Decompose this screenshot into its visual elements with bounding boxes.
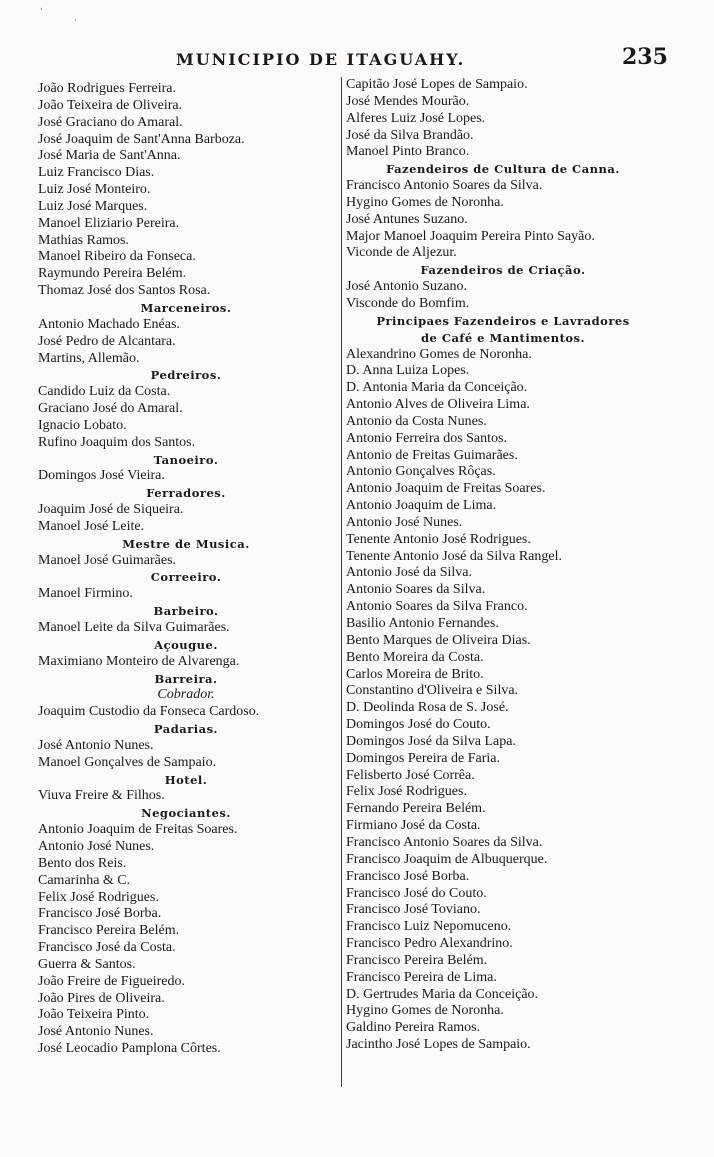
directory-entry: José Antonio Nunes.: [38, 1024, 154, 1040]
page-number: 235: [622, 44, 668, 70]
directory-entry: Francisco José Borba.: [38, 906, 162, 922]
directory-entry: João Teixeira de Oliveira.: [38, 97, 183, 113]
directory-entry: Bento Moreira da Costa.: [346, 649, 484, 665]
directory-entry: José Maria de Sant'Anna.: [38, 148, 181, 164]
right-column: [346, 77, 660, 1054]
directory-entry: Domingos José do Couto.: [346, 717, 491, 733]
directory-entry: Francisco José da Costa.: [38, 940, 176, 956]
directory-entry: Antonio Ferreira dos Santos.: [346, 430, 507, 446]
section-heading: de Café e Mantimentos.: [420, 330, 586, 345]
directory-entry: José Leocadio Pamplona Côrtes.: [38, 1041, 221, 1057]
directory-entry: João Rodrigues Ferreira.: [38, 81, 177, 96]
directory-entry: Graciano José do Amaral.: [38, 401, 183, 417]
section-subheading: Cobrador.: [157, 687, 215, 703]
section-heading: Ferradores.: [146, 486, 226, 501]
directory-entry: Luiz José Monteiro.: [38, 182, 151, 198]
directory-entry: Manoel Firmino.: [38, 586, 133, 602]
directory-entry: José Graciano do Amaral.: [38, 114, 183, 130]
section-heading: Padarias.: [153, 722, 219, 737]
section-heading: Açougue.: [154, 637, 218, 652]
directory-entry: Antonio Machado Enéas.: [38, 316, 180, 332]
section-heading: Hotel.: [164, 772, 208, 787]
section-heading: Fazendeiros de Criação.: [420, 263, 586, 278]
directory-entry: José Antonio Nunes.: [38, 737, 154, 753]
scan-speck: ˈ: [40, 8, 43, 18]
directory-entry: José Mendes Mourão.: [346, 93, 470, 109]
section-heading: Correeiro.: [150, 570, 222, 585]
directory-entry: D. Deolinda Rosa de S. José.: [346, 700, 509, 716]
directory-entry: Francisco José Borba.: [346, 868, 470, 884]
directory-entry: Antonio José da Silva.: [346, 565, 472, 581]
directory-entry: Francisco Pereira Belém.: [346, 952, 488, 968]
directory-entry: Capitão José Lopes de Sampaio.: [346, 77, 528, 92]
directory-entry: Antonio Alves de Oliveira Lima.: [346, 397, 530, 413]
section-heading: Negociantes.: [141, 806, 231, 821]
directory-entry: Jacintho José Lopes de Sampaio.: [346, 1037, 531, 1053]
directory-entry: Hygino Gomes de Noronha.: [346, 1003, 504, 1019]
directory-entry: Martins, Allemão.: [38, 350, 140, 366]
directory-entry: Antonio Gonçalves Rôças.: [346, 464, 496, 480]
section-heading: Barbeiro.: [153, 604, 219, 619]
directory-entry: Ignacio Lobato.: [38, 417, 127, 433]
directory-entry: João Freire de Figueiredo.: [38, 973, 185, 989]
directory-entry: Thomaz José dos Santos Rosa.: [38, 283, 211, 299]
section-heading: Fazendeiros de Cultura de Canna.: [386, 162, 620, 177]
section-heading: Principaes Fazendeiros e Lavradores: [376, 313, 630, 328]
directory-entry: Camarinha & C.: [38, 872, 131, 888]
directory-entry: Francisco Luiz Nepomuceno.: [346, 919, 512, 935]
section-heading: Mestre de Musica.: [122, 536, 250, 551]
directory-entry: Francisco Pedro Alexandrino.: [346, 936, 513, 952]
directory-entry: Mathias Ramos.: [38, 232, 129, 248]
scan-speck: ·: [74, 16, 77, 26]
section-heading: Barreira.: [154, 671, 218, 686]
directory-entry: Felix José Rodrigues.: [346, 784, 467, 800]
directory-entry: José da Silva Brandão.: [346, 127, 474, 143]
directory-entry: Joaquim José de Siqueira.: [38, 502, 184, 518]
directory-entry: Visconde do Bomfim.: [346, 295, 470, 311]
directory-entry: Manoel Eliziario Pereira.: [38, 215, 180, 231]
directory-entry: D. Antonia Maria da Conceição.: [346, 380, 528, 396]
directory-entry: Antonio Soares da Silva Franco.: [346, 599, 528, 615]
section-heading: Marceneiros.: [140, 300, 232, 315]
directory-entry: D. Anna Luiza Lopes.: [346, 363, 470, 379]
directory-entry: Fernando Pereira Belém.: [346, 801, 486, 817]
directory-entry: Constantino d'Oliveira e Silva.: [346, 683, 519, 699]
directory-entry: Francisco Pereira de Lima.: [346, 969, 497, 985]
directory-entry: Bento Marques de Oliveira Dias.: [346, 632, 531, 648]
directory-entry: José Joaquim de Sant'Anna Barboza.: [38, 131, 245, 147]
directory-entry: Domingos Pereira de Faria.: [346, 750, 500, 766]
directory-entry: Manoel Gonçalves de Sampaio.: [38, 754, 217, 770]
directory-entry: Carlos Moreira de Brito.: [346, 666, 484, 682]
directory-entry: Raymundo Pereira Belém.: [38, 266, 187, 282]
directory-entry: Antonio Joaquim de Freitas Soares.: [38, 822, 238, 838]
directory-entry: José Antunes Suzano.: [346, 211, 468, 227]
directory-entry: Manoel José Guimarães.: [38, 552, 177, 568]
directory-entry: Domingos José da Silva Lapa.: [346, 733, 516, 749]
directory-entry: Galdino Pereira Ramos.: [346, 1020, 481, 1036]
directory-entry: Francisco Antonio Soares da Silva.: [346, 178, 543, 194]
section-heading: Pedreiros.: [150, 368, 222, 383]
directory-entry: Basilio Antonio Fernandes.: [346, 616, 499, 631]
directory-entry: Francisco José Toviano.: [346, 902, 481, 918]
directory-entry: Francisco José do Couto.: [346, 885, 487, 901]
directory-entry: Rufino Joaquim dos Santos.: [38, 434, 196, 450]
directory-entry: Luiz Francisco Dias.: [38, 165, 155, 181]
directory-entry: Tenente Antonio José da Silva Rangel.: [346, 548, 562, 564]
directory-entry: Hygino Gomes de Noronha.: [346, 194, 504, 210]
directory-entry: Manoel Leite da Silva Guimarães.: [38, 620, 230, 635]
directory-entry: Viconde de Aljezur.: [346, 245, 457, 261]
directory-entry: Tenente Antonio José Rodrigues.: [346, 531, 531, 547]
directory-entry: Joaquim Custodio da Fonseca Cardoso.: [38, 704, 260, 720]
directory-entry: Antonio Joaquim de Lima.: [346, 498, 497, 514]
section-heading: Tanoeiro.: [153, 452, 219, 467]
page-header: [0, 44, 714, 74]
running-title: MUNICIPIO DE ITAGUAHY.: [176, 50, 466, 69]
directory-entry: Maximiano Monteiro de Alvarenga.: [38, 653, 240, 669]
directory-entry: Luiz José Marques.: [38, 198, 148, 214]
directory-entry: Antonio Joaquim de Freitas Soares.: [346, 481, 546, 497]
directory-entry: Manoel Ribeiro da Fonseca.: [38, 249, 196, 265]
directory-entry: José Pedro de Alcantara.: [38, 333, 176, 349]
directory-entry: Domingos José Vieira.: [38, 468, 165, 484]
directory-entry: Antonio Soares da Silva.: [346, 582, 486, 598]
column-divider: [341, 77, 342, 1087]
directory-entry: Felix José Rodrigues.: [38, 889, 159, 905]
directory-entry: Alferes Luiz José Lopes.: [346, 110, 486, 126]
directory-entry: Viuva Freire & Filhos.: [38, 788, 165, 804]
directory-entry: João Pires de Oliveira.: [38, 990, 165, 1006]
directory-entry: Guerra & Santos.: [38, 956, 136, 972]
directory-entry: Antonio José Nunes.: [346, 514, 463, 530]
directory-entry: Major Manoel Joaquim Pereira Pinto Sayão.: [346, 228, 595, 244]
directory-entry: José Antonio Suzano.: [346, 279, 467, 295]
directory-entry: Felisberto José Corrêa.: [346, 767, 475, 783]
directory-entry: Manoel José Leite.: [38, 518, 145, 534]
directory-entry: Firmiano José da Costa.: [346, 818, 481, 834]
directory-entry: Antonio de Freitas Guimarães.: [346, 447, 518, 463]
directory-entry: Manoel Pinto Branco.: [346, 144, 470, 160]
left-column: [38, 81, 334, 1058]
directory-entry: Antonio José Nunes.: [38, 838, 155, 854]
directory-entry: Francisco Pereira Belém.: [38, 923, 180, 939]
directory-entry: Alexandrino Gomes de Noronha.: [346, 346, 532, 362]
directory-entry: D. Gertrudes Maria da Conceição.: [346, 986, 539, 1002]
directory-entry: Bento dos Reis.: [38, 855, 127, 871]
directory-entry: Francisco Joaquim de Albuquerque.: [346, 851, 548, 867]
directory-entry: Antonio da Costa Nunes.: [346, 413, 487, 429]
directory-entry: Francisco Antonio Soares da Silva.: [346, 834, 543, 850]
directory-entry: Candido Luiz da Costa.: [38, 384, 171, 400]
directory-entry: João Teixeira Pinto.: [38, 1007, 150, 1023]
